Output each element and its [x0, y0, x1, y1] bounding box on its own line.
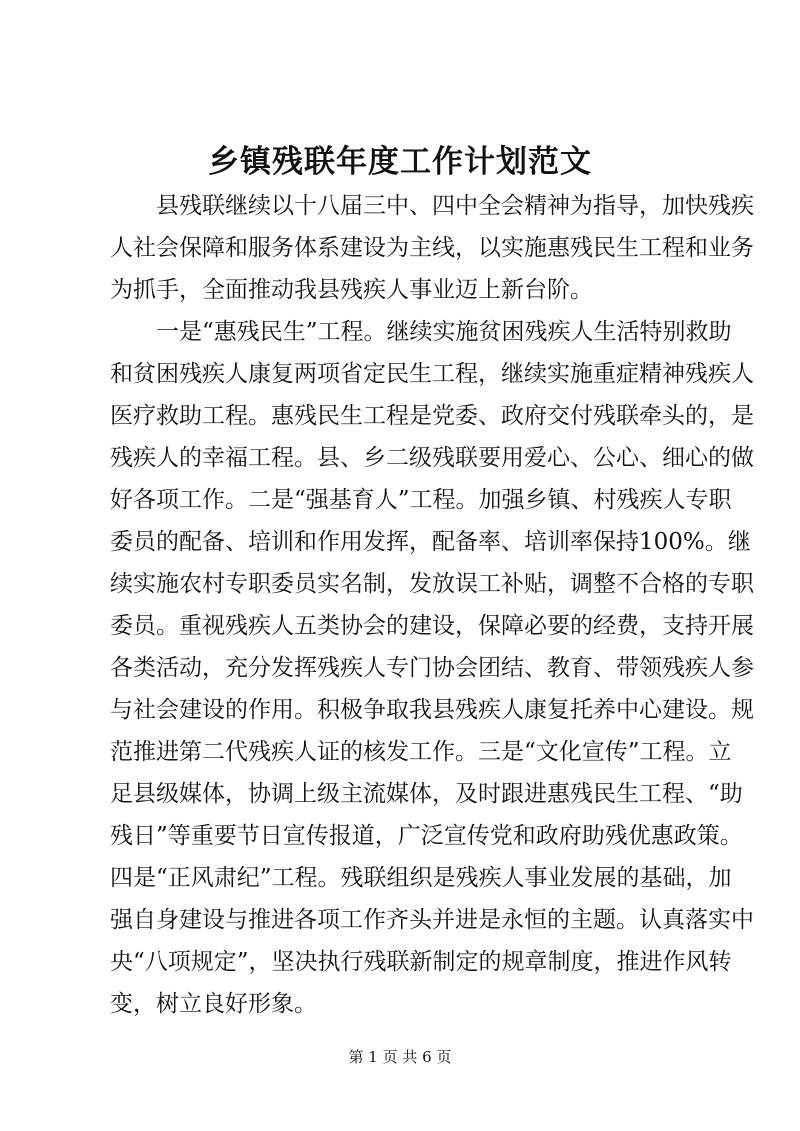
text-line: 央“八项规定”，坚决执行残联新制定的规章制度，推进作风转 — [110, 949, 732, 975]
text-line: 各类活动，充分发挥残疾人专门协会团结、教育、带领残疾人参 — [110, 655, 754, 681]
text-line: 强自身建设与推进各项工作齐头并进是永恒的主题。认真落实中 — [110, 907, 754, 933]
text-line: 委员。重视残疾人五类协会的建设，保障必要的经费，支持开展 — [110, 613, 754, 639]
text-line: 残疾人的幸福工程。县、乡二级残联要用爱心、公心、细心的做 — [110, 445, 754, 471]
text-line: 足县级媒体，协调上级主流媒体，及时跟进惠残民生工程、“助 — [110, 781, 743, 807]
text-line: 委员的配备、培训和作用发挥，配备率、培训率保持100%。继 — [110, 529, 751, 555]
text-line: 变，树立良好形象。 — [110, 991, 317, 1017]
text-line: 县残联继续以十八届三中、四中全会精神为指导，加快残疾 — [110, 193, 754, 219]
text-line: 为抓手，全面推动我县残疾人事业迈上新台阶。 — [110, 277, 593, 303]
text-line: 好各项工作。二是“强基育人”工程。加强乡镇、村残疾人专职 — [110, 487, 732, 513]
text-line: 和贫困残疾人康复两项省定民生工程，继续实施重症精神残疾人 — [110, 361, 754, 387]
text-line: 人社会保障和服务体系建设为主线，以实施惠残民生工程和业务 — [110, 235, 754, 261]
document-title: 乡镇残联年度工作计划范文 — [208, 144, 592, 180]
page-footer: 第 1 页 共 6 页 — [348, 1048, 452, 1066]
text-line: 医疗救助工程。惠残民生工程是党委、政府交付残联牵头的，是 — [110, 403, 754, 429]
text-line: 四是“正风肃纪”工程。残联组织是残疾人事业发展的基础，加 — [110, 865, 732, 891]
text-line: 范推进第二代残疾人证的核发工作。三是“文化宣传”工程。立 — [110, 739, 732, 765]
text-line: 一是“惠残民生”工程。继续实施贫困残疾人生活特别救助 — [110, 319, 732, 345]
text-line: 残日”等重要节日宣传报道，广泛宣传党和政府助残优惠政策。 — [110, 823, 743, 849]
text-line: 与社会建设的作用。积极争取我县残疾人康复托养中心建设。规 — [110, 697, 754, 723]
text-line: 续实施农村专职委员实名制，发放误工补贴，调整不合格的专职 — [110, 571, 754, 597]
